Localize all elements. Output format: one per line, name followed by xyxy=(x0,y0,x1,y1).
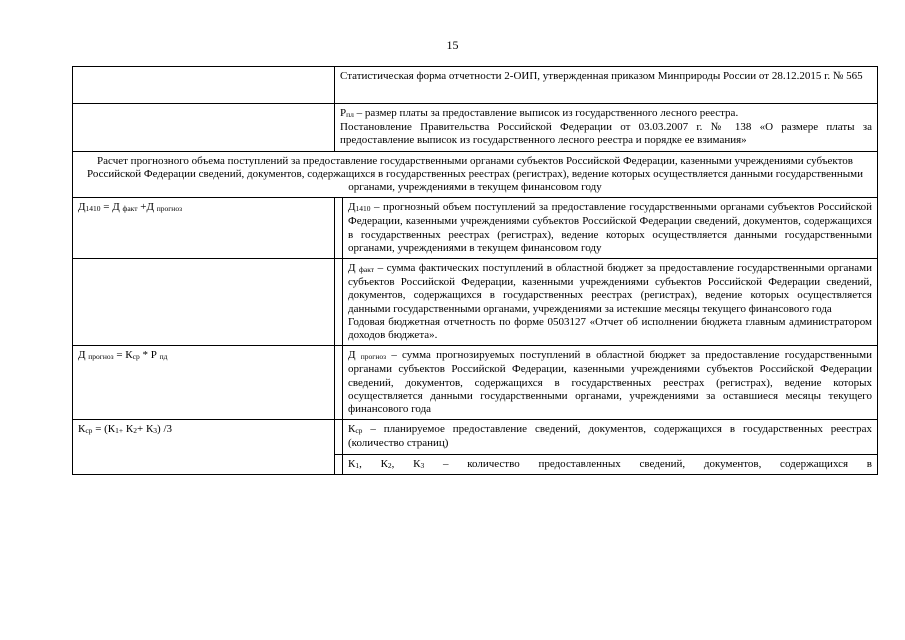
symbol-definition: – сумма прогнозируемых поступлений в областной бюджет за предоставление государственными органами субъектов Российской Федерации, казенными учреждениями субъектов Российской Федерации сведений, документов, содержащихся в государственных реестрах (регистрах), ведение которых осуществляется данными государственными органами, учреждениями за оставшиеся месяцы текущего финансового года xyxy=(348,349,872,416)
table-row xyxy=(73,104,878,152)
formula-subscript: ср xyxy=(132,352,140,362)
formula-subscript: прогноз xyxy=(156,204,183,214)
description-text xyxy=(348,201,872,254)
table-row xyxy=(73,259,878,346)
formula-cell xyxy=(73,420,335,474)
formula-subscript: прогноз xyxy=(88,352,114,362)
calculation-table xyxy=(72,66,878,475)
symbol-definition: – количество предоставленных сведений, документов, содержащихся в xyxy=(424,457,872,470)
description-text xyxy=(348,262,872,316)
formula-part: = К xyxy=(113,349,133,362)
symbol-subscript: факт xyxy=(359,265,375,275)
formula-part: = (К xyxy=(92,423,116,436)
symbol: К xyxy=(348,457,356,470)
symbol: Д xyxy=(348,262,360,275)
formula xyxy=(78,349,167,361)
formula-part: * Р xyxy=(139,349,160,362)
symbol-subscript: прогноз xyxy=(360,352,387,362)
legal-reference: Годовая бюджетная отчетность по форме 0503127 «Отчет об исполнении бюджета главным администратором доходов бюджета». xyxy=(348,315,872,342)
formula-subscript: 3 xyxy=(153,426,158,436)
symbol-definition: – прогнозный объем поступлений за предоставление государственными органами субъектов Российской Федерации, казенными учреждениями субъектов Российской Федерации сведений, документов, содержащихся в государственных реестрах (регистрах), ведение которых осуществляется данными государственными органами, учреждениями в текущем финансовом году xyxy=(348,201,872,254)
symbol-subscript: ср xyxy=(355,426,363,436)
description-cell xyxy=(343,198,878,259)
formula-part: = Д xyxy=(100,201,123,214)
symbol-definition: – планируемое предоставление сведений, документов, содержащихся в государственных реестрах (количество страниц) xyxy=(348,423,872,450)
symbol-definition: – сумма фактических поступлений в областной бюджет за предоставление государственными органами субъектов Российской Федерации, казенными учреждениями субъектов Российской Федерации сведений, документов, содержащихся в государственных реестрах (регистрах), ведение которых осуществляется данными государственными органами, учреждениями за истекшие месяцы текущего финансового года xyxy=(348,262,872,315)
symbol: , К xyxy=(391,457,421,470)
formula xyxy=(78,423,172,435)
formula-part: Д xyxy=(78,349,89,362)
formula-subscript: ср xyxy=(85,426,93,436)
symbol: Д xyxy=(348,201,356,214)
formula-part: Д xyxy=(78,201,86,214)
table-row xyxy=(73,198,878,259)
formula-cell xyxy=(73,104,335,152)
formula-part: К xyxy=(78,423,86,436)
formula-subscript: 2 xyxy=(133,426,137,436)
formula-part: ) /3 xyxy=(157,423,173,436)
description-cell xyxy=(343,420,878,454)
formula-subscript: 1+ xyxy=(115,426,124,436)
formula-cell xyxy=(73,67,335,104)
formula-cell xyxy=(73,346,335,420)
description-text xyxy=(348,458,872,471)
formula-subscript: 1410 xyxy=(85,204,101,214)
formula-part: +Д xyxy=(137,201,157,214)
formula-part: К xyxy=(123,423,134,436)
spacer-cell xyxy=(335,420,343,454)
section-heading: Расчет прогнозного объема поступлений за предоставление государственными органами субъектов Российской Федерации, казенными учреждениями субъектов Российской Федерации сведений, документов, содержащихся в государственных реестрах (регистрах), ведение которых осуществляется данными государственными органами, учреждениями в текущем финансовом году xyxy=(73,151,878,198)
formula-part: + К xyxy=(136,423,154,436)
symbol: Р xyxy=(340,107,347,119)
description-text xyxy=(348,423,872,449)
symbol: , К xyxy=(359,457,388,470)
page-number: 15 xyxy=(446,38,459,52)
description-cell xyxy=(343,346,878,420)
description-cell xyxy=(343,259,878,346)
legal-reference: Постановление Правительства Российской Федерации от 03.03.2007 г. № 138 «О размере платы за предоставление выписок из государственного лесного реестра и порядке ее взимания» xyxy=(340,121,872,147)
formula xyxy=(78,201,182,213)
formula-subscript: пд xyxy=(159,352,168,362)
formula-cell xyxy=(73,259,335,346)
formula-cell xyxy=(73,198,335,259)
symbol-definition: – размер платы за предоставление выписок из государственного лесного реестра. xyxy=(353,107,739,119)
symbol-subscript: 2 xyxy=(387,460,392,470)
description-cell xyxy=(343,454,878,474)
table-row xyxy=(73,346,878,420)
description-text: Статистическая форма отчетности 2-ОИП, утвержденная приказом Минприроды России от 28.12.2015 г. № 565 xyxy=(340,70,863,82)
table-row xyxy=(73,67,878,104)
description-cell xyxy=(335,67,878,104)
symbol-subscript: 1410 xyxy=(355,204,371,214)
spacer-cell xyxy=(335,198,343,259)
symbol-subscript: 3 xyxy=(420,460,425,470)
symbol: Д xyxy=(348,349,361,362)
spacer-cell xyxy=(335,454,343,474)
table-row xyxy=(73,151,878,198)
spacer-cell xyxy=(335,346,343,420)
spacer-cell xyxy=(335,259,343,346)
symbol: К xyxy=(348,423,356,436)
symbol-subscript: пл xyxy=(346,110,354,119)
description-cell xyxy=(335,104,878,152)
symbol-subscript: 1 xyxy=(355,460,360,470)
description-text xyxy=(348,349,872,415)
formula-subscript: факт xyxy=(122,204,138,214)
table-row xyxy=(73,420,878,454)
description-text xyxy=(340,107,872,121)
